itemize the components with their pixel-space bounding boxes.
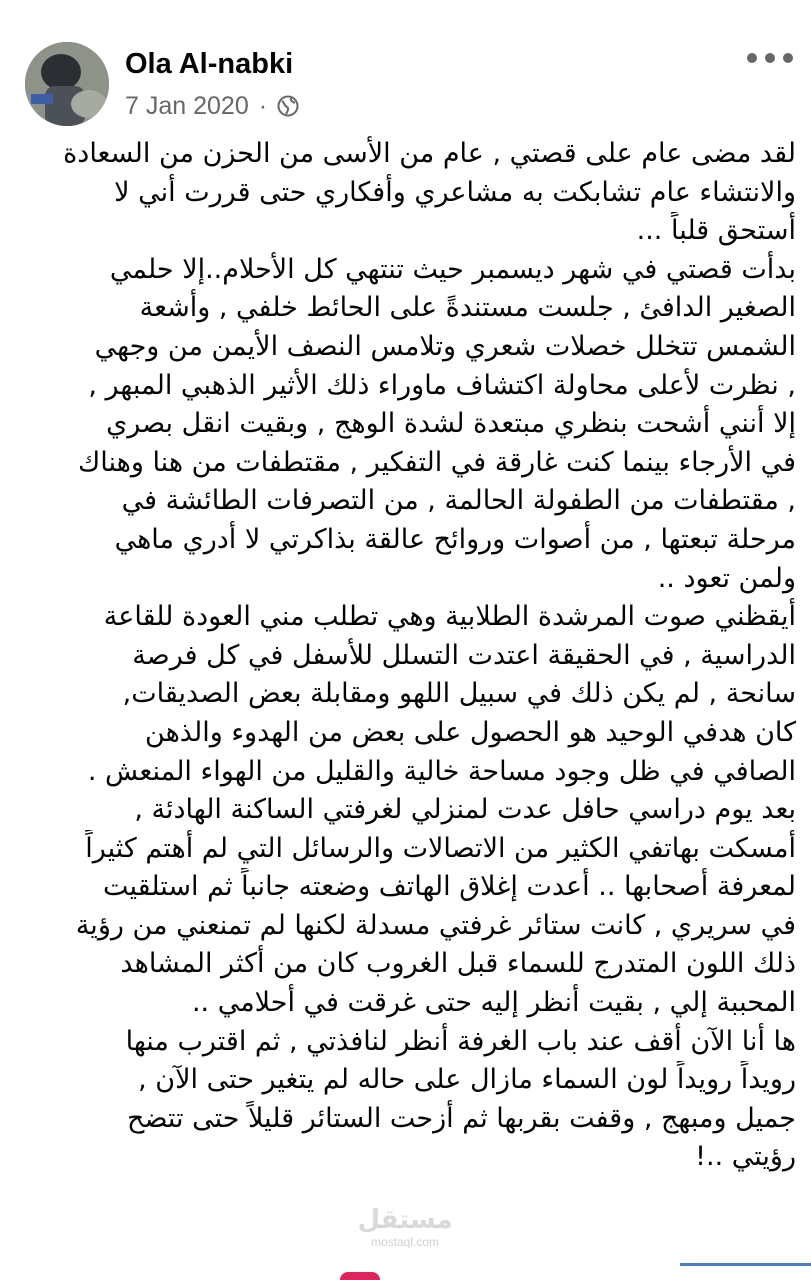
reaction-button-edge[interactable]: [340, 1272, 380, 1280]
meta-separator: ·: [258, 91, 268, 120]
post-date[interactable]: 7 Jan 2020: [125, 91, 249, 120]
post-body-line: ذلك اللون المتدرج للسماء قبل الغروب كان من أكثر المشاهد: [120, 948, 796, 980]
post-body-line: لقد مضى عام على قصتي , عام من الأسى من الحزن من السعادة: [63, 138, 796, 169]
avatar[interactable]: [25, 42, 109, 126]
post-body-line: جميل ومبهج , وقفت بقربها ثم أزحت الستائر قليلاً حتى تتضح: [127, 1102, 796, 1134]
watermark-arabic: مستقل: [357, 1205, 453, 1235]
post-body-line: كان هدفي الوحيد هو الحصول على بعض من الهدوء والذهن: [145, 716, 796, 748]
watermark-latin: mostaql.com: [370, 1235, 440, 1249]
post-body-line: ها أنا الآن أقف عند باب الغرفة أنظر لنافذتي , ثم اقترب منها: [125, 1025, 796, 1057]
post-body-line: رؤيتي ..!: [695, 1141, 796, 1173]
more-dot: [747, 53, 757, 63]
post-body-line: والانتشاء عام تشابكت به مشاعري وأفكاري حتى قررت أني لا: [114, 176, 796, 208]
author-name[interactable]: Ola Al-nabki: [125, 48, 294, 80]
post-body-line: أمسكت بهاتفي الكثير من الاتصالات والرسائل التي لم أهتم كثيراً: [85, 832, 796, 864]
post-body-line: إلا أنني أشحت بنظري مبتعدة لشدة الوهج , وبقيت انقل بصري: [106, 408, 796, 440]
post-body-line: لمعرفة أصحابها .. أعدت إغلاق الهاتف وضعته جانباً ثم استلقيت: [103, 871, 796, 903]
more-dot: [765, 53, 775, 63]
post-body-line: أستحق قلباً ...: [636, 215, 796, 247]
post-body-line: رويداً رويداً لون السماء مازال على حاله لم يتغير حتى الآن ,: [138, 1064, 796, 1096]
post-body-line: المحببة إلي , بقيت أنظر إليه حتى غرقت في أحلامي ..: [191, 987, 796, 1019]
post-body-line: , مقتطفات من الطفولة الحالمة , من التصرفات الطائشة في: [121, 485, 796, 517]
post-body-line: الصافي في ظل وجود مساحة خالية والقليل من الهواء المنعش .: [87, 755, 796, 787]
post-header: [0, 0, 811, 130]
avatar-photo-icon: [25, 42, 109, 126]
watermark: [345, 1205, 465, 1255]
post-meta: [125, 92, 299, 120]
post-body-line: في الأرجاء بينما كنت غارقة في التفكير , مقتطفات من هنا وهناك: [77, 446, 796, 478]
post-body-line: , نظرت لأعلى محاولة اكتشاف ماوراء ذلك الأثير الذهبي المبهر ,: [88, 369, 796, 401]
post-body-line: بدأت قصتي في شهر ديسمبر حيث تنتهي كل الأحلام..إلا حلمي: [109, 253, 796, 285]
post-body-line: في سريري , كانت ستائر غرفتي مسدلة لكنها لم تمنعني من رؤية: [75, 909, 796, 941]
post-body-line: الدراسية , في الحقيقة اعتدت التسلل للأسفل في كل فرصة: [132, 639, 796, 671]
post-body-line: سانحة , لم يكن ذلك في سبيل اللهو ومقابلة بعض الصديقات,: [122, 678, 796, 710]
post-body: [18, 135, 796, 1177]
post-body-line: أيقظني صوت المرشدة الطلابية وهي تطلب مني العودة للقاعة: [103, 601, 796, 633]
post-body-line: ولمن تعود ..: [657, 562, 796, 594]
more-options-icon[interactable]: [747, 46, 793, 70]
post-body-line: بعد يوم دراسي حافل عدت لمنزلي لغرفتي الساكنة الهادئة ,: [134, 794, 796, 826]
more-dot: [783, 53, 793, 63]
text-selection-underline: [680, 1263, 811, 1266]
post-body-line: الصغير الدافئ , جلست مستندةً على الحائط خلفي , وأشعة: [139, 292, 796, 324]
post-body-line: مرحلة تبعتها , من أصوات وروائح عالقة بذاكرتي لا أدري ماهي: [114, 523, 796, 555]
globe-icon: [277, 95, 299, 117]
post-body-line: الشمس تتخلل خصلات شعري وتلامس النصف الأيمن من وجهي: [94, 330, 796, 362]
